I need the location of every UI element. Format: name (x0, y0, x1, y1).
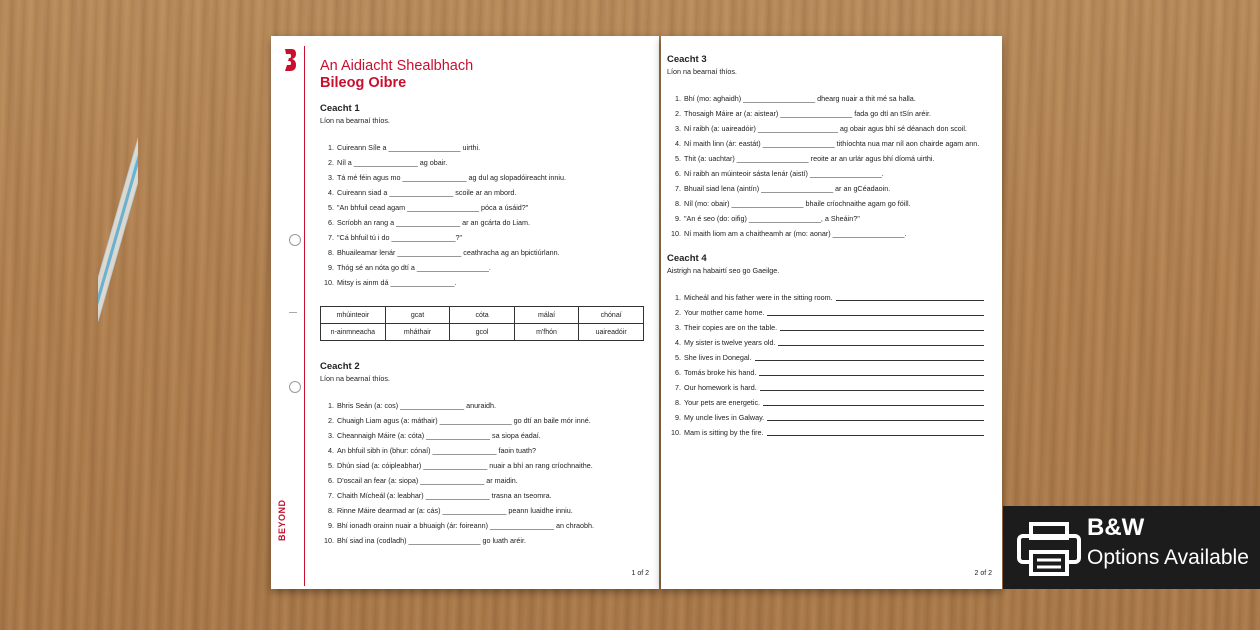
exercise-item (320, 245, 645, 260)
exercise-item (667, 166, 992, 181)
worksheet-subtitle: Bileog Oibre (320, 75, 407, 91)
word-bank-cell: mhúinteoir (321, 307, 386, 324)
item-number: 3. (675, 323, 681, 332)
item-number: 7. (675, 184, 681, 193)
item-number: 5. (328, 461, 334, 470)
exercise-item (320, 200, 645, 215)
binder-hole (289, 381, 301, 393)
section-instruction: Líon na bearnaí thíos. (667, 67, 737, 76)
item-text: My sister is twelve years old. (684, 338, 776, 347)
exercise-item (667, 350, 992, 365)
section-instruction: Líon na bearnaí thíos. (320, 116, 390, 125)
badge-title: B&W (1087, 514, 1145, 541)
exercise-item (667, 380, 992, 395)
ceacht-4-section (667, 253, 992, 440)
item-number: 6. (328, 476, 334, 485)
item-number: 6. (675, 368, 681, 377)
exercise-item (667, 211, 992, 226)
item-number: 7. (328, 491, 334, 500)
item-number: 1. (675, 94, 681, 103)
exercise-item (667, 196, 992, 211)
word-bank-cell: cóta (450, 307, 514, 324)
exercise-item (320, 170, 645, 185)
exercise-item (667, 91, 992, 106)
item-text: Scríobh an rang a ________________ ar an gcárta do Liam. (337, 218, 531, 227)
exercise-item (667, 395, 992, 410)
exercise-item (667, 365, 992, 380)
section-title: Ceacht 2 (320, 361, 360, 372)
item-number: 10. (324, 278, 334, 287)
item-text: "Cá bhfuil tú i do ________________?" (337, 233, 462, 242)
item-text: Your pets are energetic. (684, 398, 761, 407)
word-bank-cell: uaireadóir (579, 324, 644, 341)
item-number: 9. (675, 413, 681, 422)
page-number: 1 of 2 (631, 570, 649, 577)
item-number: 3. (328, 431, 334, 440)
exercise-item (320, 428, 645, 443)
exercise-item (667, 136, 992, 151)
item-text: Your mother came home. (684, 308, 765, 317)
exercise-item (320, 473, 645, 488)
item-text: Our homework is hard. (684, 383, 757, 392)
section-title: Ceacht 3 (667, 54, 707, 65)
pen-image (98, 95, 138, 365)
item-number: 5. (675, 154, 681, 163)
item-text: Their copies are on the table. (684, 323, 778, 332)
item-number: 1. (675, 293, 681, 302)
exercise-item (667, 320, 992, 335)
fold-mark (289, 312, 297, 313)
item-text: Chaith Mícheál (a: leabhar) ________________ trasna an tseomra. (337, 491, 552, 500)
item-number: 8. (675, 199, 681, 208)
worksheet-page-2 (661, 36, 1002, 589)
item-text: Rinne Máire dearmad ar (a: cás) ________________ peann luaidhe inniu. (337, 506, 573, 515)
exercise-item (320, 230, 645, 245)
bw-options-badge[interactable] (1003, 506, 1260, 589)
item-text: My uncle lives in Galway. (684, 413, 765, 422)
worksheet-page-1 (271, 36, 659, 589)
item-text: Thosaigh Máire ar (a: aistear) __________________ fada go dtí an tSín aréir. (684, 109, 931, 118)
item-number: 10. (671, 229, 681, 238)
exercise-item (320, 413, 645, 428)
item-number: 2. (675, 308, 681, 317)
exercise-item (320, 260, 645, 275)
item-text: Bhris Seán (a: cos) ________________ anuraidh. (337, 401, 497, 410)
word-bank-row (321, 324, 644, 341)
item-text: Ní maith liom am a chaitheamh ar (mo: aonar) __________________. (684, 229, 907, 238)
item-text: Tá mé féin agus mo ________________ ag dul ag slopadóireacht inniu. (337, 173, 566, 182)
section-title: Ceacht 4 (667, 253, 707, 264)
answer-line[interactable] (778, 335, 984, 346)
exercise-list (667, 290, 992, 440)
word-bank-table (320, 306, 644, 341)
item-number: 6. (328, 218, 334, 227)
exercise-item (320, 443, 645, 458)
beyond-logo-icon (283, 48, 297, 72)
word-bank-cell: m'fhón (514, 324, 579, 341)
word-bank-row (321, 307, 644, 324)
item-number: 10. (324, 536, 334, 545)
item-number: 9. (675, 214, 681, 223)
exercise-item (667, 226, 992, 241)
item-text: Bhuaileamar lenár ________________ ceathracha ag an bpictiúrlann. (337, 248, 560, 257)
item-text: Thit (a: uachtar) __________________ reoite ar an urlár agus bhí díomá uirthi. (684, 154, 935, 163)
printer-icon (1017, 522, 1081, 576)
item-number: 2. (328, 158, 334, 167)
item-text: Tomás broke his hand. (684, 368, 757, 377)
item-number: 2. (328, 416, 334, 425)
word-bank-cell: gcol (450, 324, 514, 341)
exercise-item (320, 140, 645, 155)
ceacht-1-section (320, 103, 645, 290)
section-instruction: Líon na bearnaí thíos. (320, 374, 390, 383)
item-text: Bhí siad ina (codladh) __________________ go luath aréir. (337, 536, 527, 545)
item-number: 4. (675, 338, 681, 347)
worksheet-title: An Aidiacht Shealbhach (320, 58, 474, 74)
item-number: 6. (675, 169, 681, 178)
item-number: 3. (328, 173, 334, 182)
page-spine (271, 36, 307, 589)
item-number: 9. (328, 263, 334, 272)
item-text: "An bhfuil cead agam __________________ póca a úsáid?" (337, 203, 529, 212)
answer-line[interactable] (767, 410, 984, 421)
binder-hole (289, 234, 301, 246)
exercise-item (667, 305, 992, 320)
item-text: Mam is sitting by the fire. (684, 428, 764, 437)
word-bank-cell: gcat (385, 307, 450, 324)
item-text: Dhún siad (a: cóipleabhar) ________________ nuair a bhí an rang críochnaithe. (337, 461, 593, 470)
exercise-item (320, 458, 645, 473)
answer-line[interactable] (836, 290, 984, 301)
exercise-item (320, 503, 645, 518)
answer-line[interactable] (759, 365, 984, 376)
item-text: Cheannaigh Máire (a: cóta) ________________ sa siopa éadaí. (337, 431, 541, 440)
item-text: "An é seo (do: oifig) __________________, a Sheáin?" (684, 214, 860, 223)
item-text: Ní raibh an múinteoir sásta lenár (aistí) __________________. (684, 169, 884, 178)
word-bank-cell: n-ainmneacha (321, 324, 386, 341)
item-text: Thóg sé an nóta go dtí a __________________. (337, 263, 491, 272)
item-number: 9. (328, 521, 334, 530)
item-text: Ní maith linn (ár: eastát) __________________ tithíochta nua mar níl aon chairde agam ann. (684, 139, 980, 148)
item-text: Bhuail siad lena (aintín) __________________ ar an gCéadaoin. (684, 184, 891, 193)
brand-vertical-label: BEYOND (277, 499, 287, 541)
item-number: 4. (328, 188, 334, 197)
exercise-list (667, 91, 992, 241)
exercise-item (667, 151, 992, 166)
item-text: Mitsy is ainm dá ________________. (337, 278, 457, 287)
answer-line[interactable] (767, 425, 985, 436)
item-number: 5. (675, 353, 681, 362)
page-number: 2 of 2 (974, 570, 992, 577)
exercise-item (320, 488, 645, 503)
item-number: 2. (675, 109, 681, 118)
exercise-item (320, 215, 645, 230)
item-number: 8. (328, 506, 334, 515)
exercise-item (667, 425, 992, 440)
item-number: 7. (328, 233, 334, 242)
margin-red-line (304, 46, 305, 586)
exercise-list (320, 398, 645, 548)
exercise-list (320, 140, 645, 290)
exercise-item (667, 121, 992, 136)
exercise-item (320, 275, 645, 290)
exercise-item (320, 533, 645, 548)
exercise-item (320, 155, 645, 170)
item-text: Ní raibh (a: uaireadóir) ____________________ ag obair agus bhí sé déanach don scoil. (684, 124, 967, 133)
item-text: Chuaigh Liam agus (a: máthair) __________________ go dtí an baile mór inné. (337, 416, 591, 425)
answer-line[interactable] (760, 380, 984, 391)
ceacht-3-section (667, 54, 992, 241)
item-number: 1. (328, 143, 334, 152)
ceacht-2-section (320, 361, 645, 548)
item-number: 7. (675, 383, 681, 392)
exercise-item (667, 335, 992, 350)
item-text: Níl (mo: obair) __________________ bhaile críochnaithe agam go fóill. (684, 199, 911, 208)
word-bank-cell: chónaí (579, 307, 644, 324)
answer-line[interactable] (767, 305, 984, 316)
item-number: 4. (675, 139, 681, 148)
exercise-item (320, 518, 645, 533)
exercise-item (667, 181, 992, 196)
exercise-item (320, 185, 645, 200)
item-text: Micheál and his father were in the sitting room. (684, 293, 833, 302)
exercise-item (667, 106, 992, 121)
item-text: Níl a ________________ ag obair. (337, 158, 448, 167)
item-number: 10. (671, 428, 681, 437)
badge-subtitle: Options Available (1087, 546, 1249, 569)
item-text: Cuireann siad a ________________ scoile ar an mbord. (337, 188, 517, 197)
item-number: 4. (328, 446, 334, 455)
item-number: 8. (675, 398, 681, 407)
item-text: An bhfuil sibh in (bhur: cónaí) ________________ faoin tuath? (337, 446, 537, 455)
section-instruction: Aistrigh na habairtí seo go Gaeilge. (667, 266, 780, 275)
exercise-item (320, 398, 645, 413)
exercise-item (667, 290, 992, 305)
item-text: Cuireann Síle a __________________ uirthi. (337, 143, 481, 152)
item-number: 1. (328, 401, 334, 410)
exercise-item (667, 410, 992, 425)
section-title: Ceacht 1 (320, 103, 360, 114)
item-text: Bhí (mo: aghaidh) __________________ dhearg nuair a thit mé sa halla. (684, 94, 916, 103)
answer-line[interactable] (780, 320, 984, 331)
word-bank-cell: málaí (514, 307, 579, 324)
item-number: 8. (328, 248, 334, 257)
answer-line[interactable] (763, 395, 984, 406)
item-text: Bhí ionadh orainn nuair a bhuaigh (ár: foireann) ________________ an chraobh. (337, 521, 594, 530)
word-bank-cell: mháthair (385, 324, 450, 341)
item-number: 5. (328, 203, 334, 212)
item-text: D'oscail an fear (a: siopa) ________________ ar maidin. (337, 476, 518, 485)
item-number: 3. (675, 124, 681, 133)
item-text: She lives in Donegal. (684, 353, 752, 362)
answer-line[interactable] (755, 350, 984, 361)
